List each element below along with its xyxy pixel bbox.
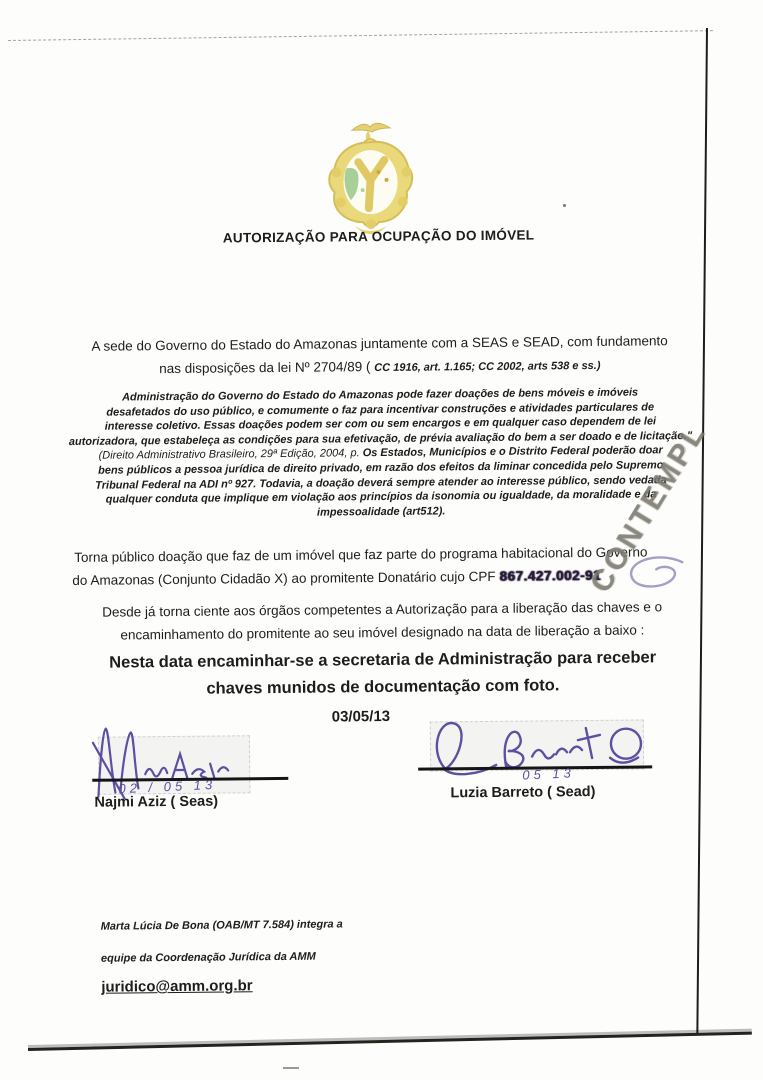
quote-citation-source: (Direito Administrativo Brasileiro, 29ª Edição, 2004, p.: [98, 447, 363, 463]
torna-publico-line-2: [72, 568, 601, 588]
footer-email-link[interactable]: juridico@amm.org.br: [101, 977, 253, 996]
desde-ja-line-1: Desde já torna ciente aos órgãos competentes a Autorização para a liberação das chaves e o: [102, 599, 663, 620]
release-date: 03/05/13: [331, 707, 391, 726]
contemplado-stamp: CONTEMPL: [583, 416, 713, 599]
footer-line-2: equipe da Coordenação Jurídica da AMM: [100, 950, 316, 965]
footer-line-1: Marta Lúcia De Bona (OAB/MT 7.584) integra a: [100, 918, 343, 933]
quote-line: bens públicos a pessoa jurídica de direito privado, em razão dos efeitos da liminar concedida pelo Supremo: [98, 459, 664, 477]
quote-citation-bold: Os Estados, Municípios e o Distrito Federal poderão doar: [362, 444, 663, 460]
amazonas-coat-of-arms-icon: [318, 116, 423, 239]
quote-line: desafetados do uso público, e comumente o faz para incentivar construções e atividades particulares de: [106, 400, 655, 419]
signer-name-left: Najmi Aziz ( Seas): [94, 793, 219, 811]
intro-line-2-text: nas disposições da lei Nº 2704/89 (: [159, 359, 375, 377]
quote-line: qualquer conduta que implique em violação aos princípios da isonomia ou igualdade, da moralidade e da: [105, 488, 657, 506]
quote-line: impessoalidade (art512).: [316, 505, 446, 519]
intro-line-2: [0, 355, 761, 377]
quote-line: autorizadora, que estabeleça as condições para sua efetivação, de prévia avaliação do bem a ser doado e de licitação.": [68, 429, 693, 448]
cpf-redacted-value: 867.427.002-91: [499, 567, 601, 584]
intro-line-1: A sede do Governo do Estado do Amazonas juntamente com a SEAS e SEAD, com fundamento: [91, 333, 668, 354]
quote-line: interesse coletivo. Essas doações podem ser com ou sem encargos e em qualquer caso dependem de lei: [104, 415, 657, 433]
notice-line-2: chaves munidos de documentação com foto.: [206, 676, 560, 698]
desde-ja-line-2: encaminhamento do promitente ao seu imóvel designado na data de liberação a baixo :: [120, 622, 645, 643]
document-title: AUTORIZAÇÃO PARA OCUPAÇÃO DO IMÓVEL: [222, 227, 535, 246]
quote-line: Tribunal Federal na ADI nº 927. Todavia, a doação deverá sempre atender ao interesse público, sendo vedada: [95, 473, 667, 492]
quote-line: Administração do Governo do Estado do Amazonas pode fazer doações de bens móveis e imóveis: [121, 386, 639, 404]
torna-publico-line-1: Torna público doação que faz de um imóvel que faz parte do programa habitacional do Governo: [74, 544, 648, 565]
torna-publico-text: do Amazonas (Conjunto Cidadão X) ao promitente Donatário cujo CPF: [72, 568, 500, 588]
intro-citation: CC 1916, art. 1.165; CC 2002, arts 538 e ss.): [374, 359, 601, 375]
signature-right-handwritten-date: 05 13: [521, 765, 576, 783]
notice-line-1: Nesta data encaminhar-se a secretaria de Administração para receber: [109, 648, 657, 672]
signature-left-handwritten-date: 02 / 05 13: [118, 776, 217, 797]
signer-name-right: Luzia Barreto ( Sead): [450, 783, 596, 802]
